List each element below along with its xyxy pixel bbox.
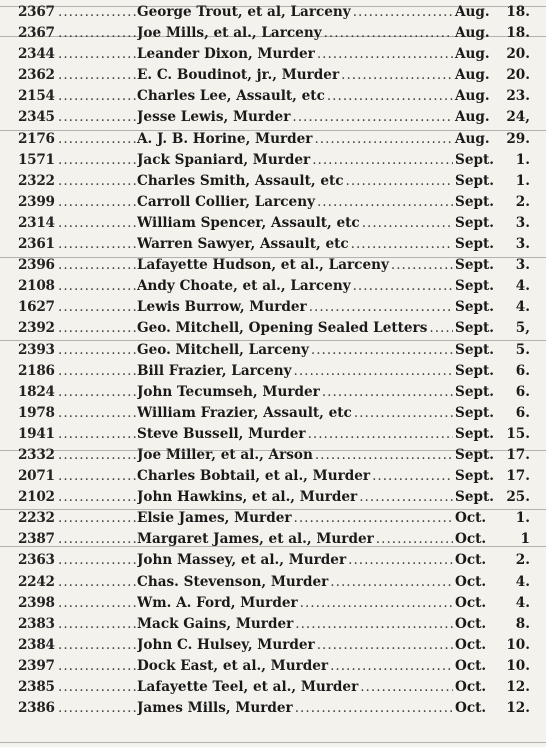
case-number: 2361 [18, 236, 55, 253]
dot-leader [58, 150, 136, 171]
defendant-and-charge: James Mills, Murder [137, 700, 293, 717]
date-month: Sept. [455, 172, 494, 189]
case-number: 2367 [18, 25, 55, 42]
defendant-and-charge: William Frazier, Assault, etc [137, 404, 352, 421]
case-entry [137, 192, 453, 213]
docket-row [0, 129, 546, 150]
date-day: 17. [506, 468, 530, 485]
case-number: 2396 [18, 257, 55, 274]
dot-leader [58, 403, 136, 424]
case-number: 2102 [18, 489, 55, 506]
case-entry [137, 424, 453, 445]
horizontal-rule [0, 450, 546, 451]
date-day: 4. [515, 299, 530, 316]
date-month: Sept. [455, 320, 494, 337]
horizontal-rule [0, 340, 546, 341]
date-day: 15. [506, 425, 530, 442]
case-number: 2386 [18, 700, 55, 717]
dot-leader [58, 656, 136, 677]
date-day: 10. [506, 657, 530, 674]
case-number: 2398 [18, 594, 55, 611]
date-month: Oct. [455, 531, 487, 548]
defendant-and-charge: Lafayette Teel, et al., Murder [137, 679, 359, 695]
defendant-and-charge: Charles Smith, Assault, etc [137, 172, 344, 189]
case-number: 2154 [18, 88, 55, 105]
case-number: 2186 [18, 362, 55, 379]
case-entry [137, 129, 453, 150]
dot-leader [58, 677, 136, 698]
date-day: 1 [520, 531, 530, 548]
dot-leader [58, 276, 136, 297]
defendant-and-charge: William Spencer, Assault, etc [137, 214, 360, 231]
horizontal-rule [0, 6, 546, 7]
docket-row [0, 107, 546, 128]
case-number: 1941 [18, 425, 55, 442]
dot-leader [58, 171, 136, 192]
date-day: 17. [506, 446, 530, 463]
date-month: Sept. [455, 489, 494, 506]
horizontal-rule [0, 742, 546, 743]
date-day: 20. [506, 46, 530, 63]
case-entry [137, 529, 453, 550]
case-entry [137, 318, 453, 339]
case-number: 2108 [18, 278, 55, 295]
dot-leader [58, 213, 136, 234]
dot-leader [58, 424, 136, 445]
case-entry [137, 593, 453, 614]
horizontal-rule [0, 36, 546, 37]
docket-row [0, 297, 546, 318]
case-entry [137, 572, 453, 593]
case-entry [137, 65, 453, 86]
date-day: 10. [506, 636, 530, 653]
dot-leader [58, 487, 136, 508]
defendant-and-charge: Elsie James, Murder [137, 510, 292, 527]
case-entry [137, 382, 453, 403]
defendant-and-charge: Warren Sawyer, Assault, etc [137, 236, 349, 253]
date-month: Oct. [455, 636, 487, 653]
dot-leader [58, 614, 136, 635]
case-entry [137, 23, 453, 44]
date-month: Sept. [455, 151, 494, 168]
case-entry [137, 213, 453, 234]
date-month: Oct. [455, 615, 487, 632]
dot-leader [58, 192, 136, 213]
defendant-and-charge: John Massey, et al., Murder [137, 552, 347, 569]
date-month: Sept. [455, 278, 494, 295]
date-month: Oct. [455, 700, 487, 717]
dot-leader [58, 572, 136, 593]
case-number: 2332 [18, 446, 55, 463]
docket-row [0, 361, 546, 382]
case-number: 2362 [18, 67, 55, 84]
date-month: Sept. [455, 404, 494, 421]
date-day: 4. [515, 573, 530, 590]
date-day: 18. [506, 4, 530, 20]
date-month: Oct. [455, 552, 487, 569]
docket-row [0, 192, 546, 213]
dot-leader [58, 550, 136, 571]
docket-row [0, 445, 546, 466]
date-month: Aug. [455, 4, 490, 20]
defendant-and-charge: Margaret James, et al., Murder [137, 531, 374, 548]
date-day: 23. [506, 88, 530, 105]
date-day: 20. [506, 67, 530, 84]
date-month: Sept. [455, 425, 494, 442]
horizontal-rule [0, 257, 546, 258]
case-entry [137, 361, 453, 382]
case-entry [137, 171, 453, 192]
case-number: 2387 [18, 531, 55, 548]
case-entry [137, 86, 453, 107]
dot-leader [58, 234, 136, 255]
defendant-and-charge: Lafayette Hudson, et al., Larceny [137, 257, 389, 274]
case-entry [137, 508, 453, 529]
date-day: 5. [515, 341, 530, 358]
case-number: 2314 [18, 214, 55, 231]
defendant-and-charge: Jesse Lewis, Murder [137, 109, 291, 126]
date-day: 4. [515, 594, 530, 611]
case-entry [137, 150, 453, 171]
dot-leader [58, 382, 136, 403]
date-day: 1. [515, 172, 530, 189]
docket-row [0, 656, 546, 677]
date-day: 1. [515, 510, 530, 527]
date-month: Sept. [455, 383, 494, 400]
case-number: 2397 [18, 657, 55, 674]
date-month: Sept. [455, 236, 494, 253]
defendant-and-charge: Geo. Mitchell, Larceny [137, 341, 309, 358]
date-month: Aug. [455, 88, 490, 105]
docket-row [0, 171, 546, 192]
case-entry [137, 677, 453, 698]
date-day: 18. [506, 25, 530, 42]
case-number: 1824 [18, 383, 55, 400]
defendant-and-charge: Carroll Collier, Larceny [137, 193, 315, 210]
defendant-and-charge: John C. Hulsey, Murder [137, 636, 315, 653]
case-number: 2367 [18, 4, 55, 20]
dot-leader [58, 361, 136, 382]
date-day: 8. [515, 615, 530, 632]
case-entry [137, 340, 453, 361]
dot-leader [58, 255, 136, 276]
defendant-and-charge: Dock East, et al., Murder [137, 657, 329, 674]
dot-leader [58, 593, 136, 614]
docket-row [0, 340, 546, 361]
date-month: Sept. [455, 299, 494, 316]
docket-row [0, 23, 546, 44]
date-month: Oct. [455, 657, 487, 674]
case-entry [137, 255, 453, 276]
date-month: Oct. [455, 573, 487, 590]
case-entry [137, 487, 453, 508]
docket-row [0, 276, 546, 297]
horizontal-rule [0, 546, 546, 547]
docket-row [0, 424, 546, 445]
case-number: 2392 [18, 320, 55, 337]
case-number: 2393 [18, 341, 55, 358]
date-day: 24, [506, 109, 530, 126]
case-entry [137, 550, 453, 571]
case-number: 2384 [18, 636, 55, 653]
defendant-and-charge: Chas. Stevenson, Murder [137, 573, 329, 590]
case-number: 1627 [18, 299, 55, 316]
dot-leader [58, 44, 136, 65]
defendant-and-charge: Steve Bussell, Murder [137, 425, 306, 442]
date-month: Aug. [455, 25, 490, 42]
date-day: 29. [506, 130, 530, 147]
docket-row [0, 150, 546, 171]
date-day: 4. [515, 278, 530, 295]
case-number: 2242 [18, 573, 55, 590]
case-entry [137, 445, 453, 466]
date-month: Oct. [455, 594, 487, 611]
docket-row [0, 593, 546, 614]
case-number: 2345 [18, 109, 55, 126]
defendant-and-charge: John Hawkins, et al., Murder [137, 489, 358, 506]
date-month: Sept. [455, 257, 494, 274]
docket-row [0, 403, 546, 424]
date-day: 6. [515, 383, 530, 400]
horizontal-rule [0, 509, 546, 510]
case-entry [137, 656, 453, 677]
defendant-and-charge: Leander Dixon, Murder [137, 46, 315, 63]
date-month: Sept. [455, 446, 494, 463]
defendant-and-charge: E. C. Boudinot, jr., Murder [137, 67, 340, 84]
case-number: 1978 [18, 404, 55, 421]
docket-row [0, 487, 546, 508]
case-number: 2385 [18, 679, 55, 695]
case-number: 2383 [18, 615, 55, 632]
dot-leader [58, 445, 136, 466]
docket-row [0, 550, 546, 571]
defendant-and-charge: Bill Frazier, Larceny [137, 362, 292, 379]
defendant-and-charge: Charles Lee, Assault, etc [137, 88, 325, 105]
date-day: 12. [506, 700, 530, 717]
date-month: Aug. [455, 67, 490, 84]
date-month: Aug. [455, 109, 490, 126]
docket-row [0, 382, 546, 403]
dot-leader [58, 65, 136, 86]
case-entry [137, 234, 453, 255]
date-month: Aug. [455, 130, 490, 147]
docket-row [0, 698, 546, 719]
defendant-and-charge: A. J. B. Horine, Murder [137, 130, 313, 147]
defendant-and-charge: Joe Miller, et al., Arson [137, 446, 313, 463]
docket-row [0, 614, 546, 635]
docket-row [0, 86, 546, 107]
dot-leader [58, 297, 136, 318]
case-entry [137, 614, 453, 635]
defendant-and-charge: Wm. A. Ford, Murder [137, 594, 298, 611]
date-day: 2. [515, 193, 530, 210]
defendant-and-charge: Mack Gains, Murder [137, 615, 294, 632]
dot-leader [58, 107, 136, 128]
date-day: 6. [515, 362, 530, 379]
case-entry [137, 698, 453, 719]
date-day: 12. [506, 679, 530, 695]
case-number: 2232 [18, 510, 55, 527]
date-day: 6. [515, 404, 530, 421]
docket-row [0, 677, 546, 698]
case-entry [137, 466, 453, 487]
case-entry [137, 276, 453, 297]
horizontal-rule [0, 130, 546, 131]
docket-row [0, 508, 546, 529]
docket-row [0, 44, 546, 65]
date-day: 5, [515, 320, 530, 337]
defendant-and-charge: John Tecumseh, Murder [137, 383, 320, 400]
docket-row [0, 635, 546, 656]
date-month: Sept. [455, 214, 494, 231]
case-number: 2363 [18, 552, 55, 569]
dot-leader [58, 23, 136, 44]
case-number: 2071 [18, 468, 55, 485]
dot-leader [58, 129, 136, 150]
case-entry [137, 297, 453, 318]
date-day: 25. [506, 489, 530, 506]
case-entry [137, 107, 453, 128]
dot-leader [58, 318, 136, 339]
date-month: Sept. [455, 341, 494, 358]
date-day: 3. [515, 257, 530, 274]
defendant-and-charge: Jack Spaniard, Murder [137, 151, 311, 168]
defendant-and-charge: George Trout, et al, Larceny [137, 4, 351, 20]
docket-row [0, 234, 546, 255]
date-month: Sept. [455, 468, 494, 485]
case-number: 1571 [18, 151, 55, 168]
defendant-and-charge: Lewis Burrow, Murder [137, 299, 307, 316]
case-number: 2176 [18, 130, 55, 147]
case-number: 2399 [18, 193, 55, 210]
defendant-and-charge: Geo. Mitchell, Opening Sealed Letters [137, 320, 428, 337]
dot-leader [58, 86, 136, 107]
dot-leader [58, 340, 136, 361]
docket-row [0, 529, 546, 550]
defendant-and-charge: Andy Choate, et al., Larceny [137, 278, 351, 295]
dot-leader [58, 466, 136, 487]
case-entry [137, 44, 453, 65]
docket-row [0, 65, 546, 86]
date-day: 3. [515, 214, 530, 231]
date-day: 3. [515, 236, 530, 253]
defendant-and-charge: Charles Bobtail, et al., Murder [137, 468, 371, 485]
case-number: 2344 [18, 46, 55, 63]
date-day: 1. [515, 151, 530, 168]
dot-leader [58, 529, 136, 550]
docket-row [0, 255, 546, 276]
date-month: Sept. [455, 193, 494, 210]
case-entry [137, 635, 453, 656]
dot-leader [58, 508, 136, 529]
docket-row [0, 466, 546, 487]
defendant-and-charge: Joe Mills, et al., Larceny [137, 25, 322, 42]
case-entry [137, 403, 453, 424]
date-month: Aug. [455, 46, 490, 63]
date-month: Oct. [455, 510, 487, 527]
docket-row [0, 572, 546, 593]
date-month: Oct. [455, 679, 487, 695]
date-day: 2. [515, 552, 530, 569]
dot-leader [58, 698, 136, 719]
docket-row [0, 318, 546, 339]
docket-row [0, 213, 546, 234]
case-number: 2322 [18, 172, 55, 189]
date-month: Sept. [455, 362, 494, 379]
dot-leader [58, 635, 136, 656]
